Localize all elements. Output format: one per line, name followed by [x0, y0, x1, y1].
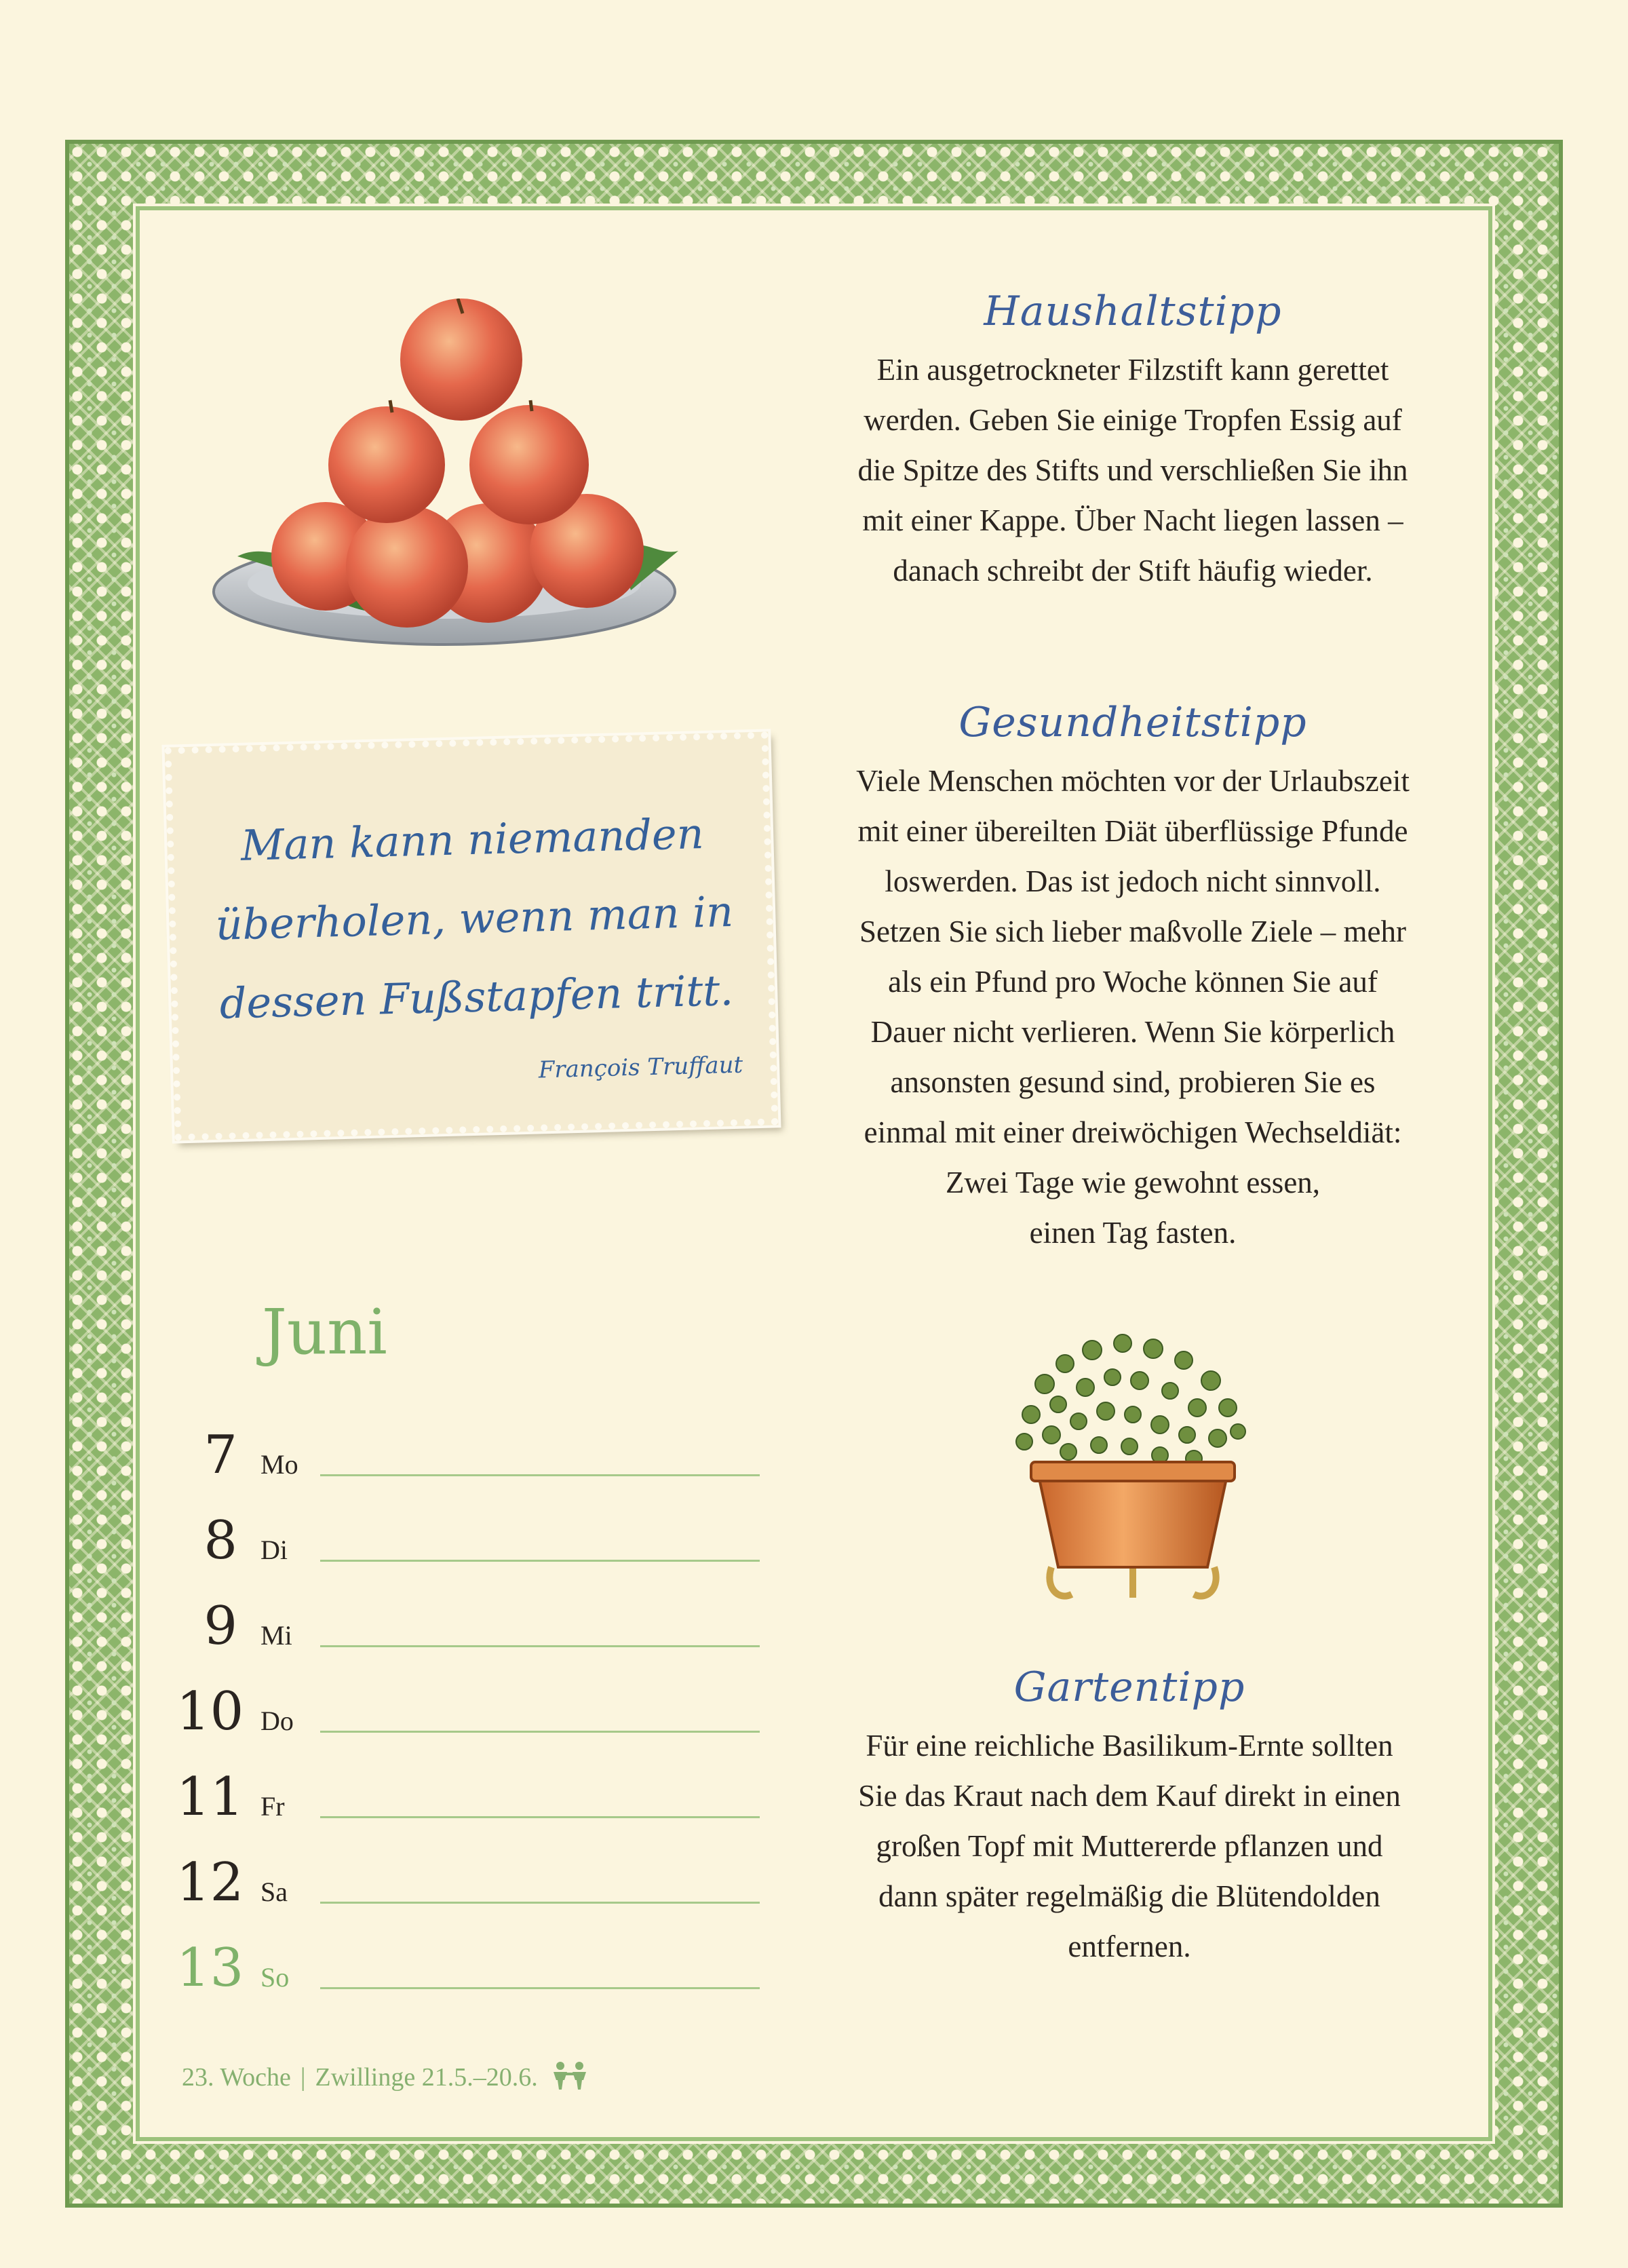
- calendar-day-row[interactable]: [176, 1425, 760, 1493]
- writing-line: [320, 1816, 760, 1818]
- month-title: Juni: [262, 1296, 387, 1368]
- household-tip-text: Ein ausgetrockneter Filzstift kann gerettet werden. Geben Sie einige Tropfen Essig auf die Spitze des Stifts und verschließen Sie ihn mit einer Kappe. Über Nacht liegen lassen – danach schreibt der Stift häufig wieder.: [857, 353, 1408, 588]
- writing-line: [320, 1474, 760, 1476]
- household-tip: [800, 288, 1465, 596]
- day-number: 9: [204, 1596, 237, 1657]
- health-tip-title: Gesundheitstipp: [958, 699, 1307, 746]
- household-tip-title: Haushaltstipp: [984, 288, 1282, 335]
- weekday-label: Mo: [260, 1449, 298, 1480]
- zodiac-sign: Zwillinge 21.5.–20.6.: [315, 2063, 538, 2092]
- potted-plant-illustration: [1004, 1323, 1262, 1628]
- calendar-day-row[interactable]: [176, 1938, 760, 2005]
- garden-tip: [790, 1664, 1469, 1972]
- quote-text: Man kann niemanden überholen, wenn man in dessen Fußstapfen tritt.: [214, 808, 734, 1029]
- weekday-label: Di: [260, 1535, 288, 1565]
- writing-line: [320, 1987, 760, 1989]
- calendar-day-row[interactable]: [176, 1510, 760, 1578]
- garden-tip-title: Gartentipp: [1013, 1664, 1245, 1711]
- calendar-day-row[interactable]: [176, 1596, 760, 1664]
- garden-tip-text: Für eine reichliche Basilikum-Ernte sollten Sie das Kraut nach dem Kauf direkt in einen großen Topf mit Muttererde pflanzen und dann später regelmäßig die Blütendolden entfernen.: [858, 1729, 1401, 1963]
- health-tip: [794, 699, 1472, 1258]
- weekday-label: Sa: [260, 1877, 288, 1907]
- day-number: 11: [176, 1767, 244, 1828]
- health-tip-text: Viele Menschen möchten vor der Urlaubszeit mit einer übereilten Diät überflüssige Pfunde loswerden. Das ist jedoch nicht sinnvoll. Setzen Sie sich lieber maßvolle Ziele – mehr als ein Pfund pro Woche können Sie auf Dauer nicht verlieren. Wenn Sie körperlich ansonsten gesund sind, probieren Sie es einmal mit einer dreiwöchigen Wechseldiät: Zwei Tage wie gewohnt essen, einen Tag fasten.: [856, 764, 1410, 1250]
- page-footer: [182, 2061, 590, 2092]
- weekday-label: So: [260, 1962, 290, 1993]
- quote-card: [165, 731, 779, 1140]
- week-number: 23. Woche: [182, 2063, 291, 2092]
- writing-line: [320, 1731, 760, 1733]
- day-number: 10: [176, 1681, 244, 1742]
- writing-line: [320, 1645, 760, 1647]
- weekday-label: Mi: [260, 1620, 292, 1651]
- weekday-label: Fr: [260, 1791, 285, 1822]
- footer-separator: |: [300, 2063, 306, 2092]
- calendar-day-row[interactable]: [176, 1852, 760, 1920]
- day-number: 8: [204, 1510, 237, 1571]
- day-number: 7: [204, 1425, 237, 1486]
- day-number: 12: [176, 1852, 244, 1913]
- quote-author: François Truffaut: [538, 1051, 743, 1084]
- writing-line: [320, 1560, 760, 1562]
- calendar-day-row[interactable]: [176, 1767, 760, 1834]
- calendar-day-row[interactable]: [176, 1681, 760, 1749]
- gemini-icon: [549, 2061, 590, 2090]
- weekday-label: Do: [260, 1706, 294, 1736]
- writing-line: [320, 1902, 760, 1904]
- day-number: 13: [176, 1938, 244, 1999]
- apple-pyramid-illustration: [210, 299, 699, 665]
